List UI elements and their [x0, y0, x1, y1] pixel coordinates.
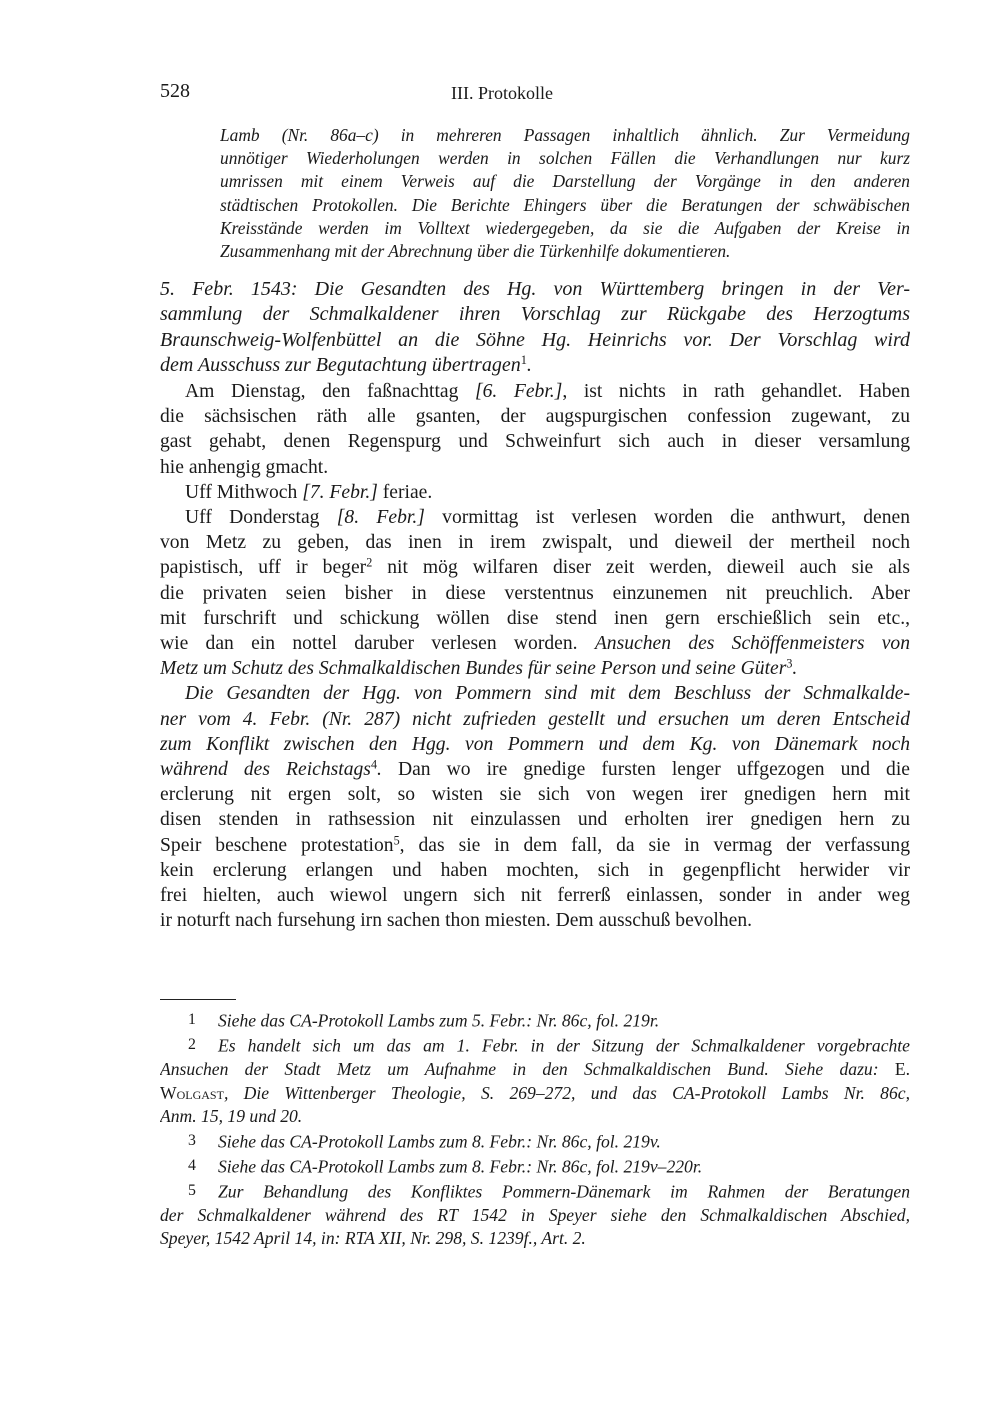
text-line	[220, 147, 910, 170]
text-run: während des Reichstags	[160, 759, 371, 781]
text-line	[220, 124, 910, 147]
text-line	[160, 681, 910, 706]
text-run: gast gehabt, denen Regenspurg und Schweinfurt sich auch in dieser versamlung	[160, 431, 910, 453]
text-run: erclerung nit ergen solt, so wisten sie sich von wegen irer gnedigen hern mit	[160, 784, 910, 806]
text-run: [7. Febr.]	[302, 481, 378, 503]
text-run: Metz um Schutz des Schmalkaldischen Bundes für seine Person und seine Güter	[160, 658, 787, 680]
text-run: unnötiger Wiederholungen werden in solchen Fällen die Verhandlungen nur kurz	[220, 148, 910, 169]
text-line	[160, 732, 910, 757]
text-line	[160, 606, 910, 631]
text-run: Siehe das CA-Protokoll Lambs zum 5. Febr.: Nr. 86c, fol. 219r.	[218, 1010, 660, 1031]
text-line	[160, 353, 910, 378]
text-run: [8. Febr.]	[336, 507, 425, 529]
text-run: umrissen mit einem Verweis auf die Darstellung der Vorgänge in den anderen	[220, 171, 910, 192]
text-line	[160, 833, 910, 858]
text-run: Zur Behandlung des Konfliktes Pommern-Dänemark im Rahmen der Beratungen	[218, 1181, 910, 1202]
text-line	[160, 555, 910, 580]
text-run: Siehe das CA-Protokoll Lambs zum 8. Febr.: Nr. 86c, fol. 219v–220r.	[218, 1156, 703, 1177]
text-run: sammlung der Schmalkaldener ihren Vorschlag zur Rückgabe des Herzogtums	[160, 303, 910, 326]
footnote-ref: 4	[370, 757, 378, 772]
footnote-line	[160, 1058, 910, 1082]
text-run: ir noturft nach fursehung irn sachen thon miesten. Dem ausschuß bevolhen.	[160, 910, 753, 932]
text-line	[160, 631, 910, 656]
text-run: von Metz zu geben, das inen in irem zwispalt, und dieweil der mertheil noch	[160, 532, 910, 554]
text-line	[160, 807, 910, 832]
text-line	[160, 379, 910, 404]
text-run: Wolgast	[160, 1082, 224, 1103]
text-run: nit mög wilfaren diser zeit werden, dieweil auch sie als	[372, 557, 910, 579]
text-run: [6. Febr.]	[474, 381, 563, 402]
text-line	[160, 707, 910, 732]
footnotes	[160, 1008, 910, 1251]
text-run: Es handelt sich um das am 1. Febr. in der Sitzung der Schmalkaldener vorgebrachte	[218, 1035, 910, 1056]
footnote-line	[160, 1204, 910, 1228]
text-run: Lamb (Nr. 86a–c) in mehreren Passagen inhaltlich ähnlich. Zur Vermeidung	[220, 125, 910, 145]
text-run: Siehe das CA-Protokoll Lambs zum 8. Febr.: Nr. 86c, fol. 219v.	[218, 1131, 661, 1152]
text-run: Speir beschene protestation	[160, 834, 394, 856]
text-run: Zusammenhang mit der Abrechnung über die Türkenhilfe dokumentieren.	[220, 241, 731, 262]
text-line	[160, 404, 910, 429]
text-line	[160, 757, 910, 782]
text-line	[220, 240, 910, 263]
footnote-ref: 1	[520, 353, 527, 368]
text-run: .	[377, 759, 382, 781]
text-line	[160, 480, 910, 505]
text-run: , Die Wittenberger Theologie, S. 269–272, und das CA-Protokoll Lambs Nr. 86c,	[223, 1082, 910, 1103]
text-line	[220, 194, 910, 217]
text-line	[160, 429, 910, 454]
text-line	[220, 217, 910, 240]
body-text	[160, 379, 910, 933]
text-run: papistisch, uff ir beger	[160, 557, 367, 579]
footnote-number: 4	[188, 1156, 196, 1174]
text-run: Am Dienstag, den faßnachttag	[185, 381, 475, 402]
text-run: vormittag ist verlesen worden die anthwurt, denen	[424, 507, 910, 529]
text-line	[160, 908, 910, 933]
running-title: III. Protokolle	[451, 83, 553, 103]
footnote-line	[160, 1008, 910, 1033]
footnote-rule	[160, 999, 236, 1000]
text-run: hie anhengig gmacht.	[160, 456, 329, 478]
text-run: .	[526, 353, 532, 376]
text-line	[160, 302, 910, 327]
footnote-line	[160, 1105, 910, 1129]
text-run: dem Ausschuss zur Begutachtung übertragen	[160, 353, 521, 376]
text-line	[160, 455, 910, 480]
text-run: Braunschweig-Wolfenbüttel an die Söhne Hg. Heinrichs vor. Der Vorschlag wird	[160, 328, 910, 351]
text-run: die privaten seien bisher in diese verstentnus einzunemen nit preuchlich. Aber	[160, 582, 910, 604]
footnote-number: 3	[188, 1131, 196, 1149]
footnote-line	[160, 1227, 910, 1251]
text-line	[160, 277, 910, 302]
text-line	[160, 328, 910, 353]
text-run: feriae.	[377, 481, 433, 503]
intro-note	[220, 124, 910, 263]
text-run: wie dan ein nottel daruber verlesen worden.	[160, 633, 595, 655]
text-line	[160, 505, 910, 530]
footnote-line	[160, 1154, 910, 1179]
footnote-line	[160, 1082, 910, 1106]
footnote-line	[160, 1129, 910, 1154]
footnote-number: 2	[188, 1035, 196, 1053]
text-run: , das sie in dem fall, da sie in vermag der verfassung	[399, 834, 910, 856]
text-run: Kreisstände werden im Volltext wiedergegeben, da sie die Aufgaben der Kreise in	[220, 217, 910, 238]
footnote-ref: 5	[393, 832, 400, 847]
text-run: E.	[878, 1058, 910, 1079]
text-run: Uff Mithwoch	[185, 481, 303, 503]
text-run: 5. Febr. 1543: Die Gesandten des Hg. von Württemberg bringen in der Ver-	[160, 278, 910, 300]
text-run: ner vom 4. Febr. (Nr. 287) nicht zufrieden gestellt und ersuchen um deren Entscheid	[160, 708, 910, 730]
text-run: frei hielten, auch wiewol ungern sich nit ferrerß einlassen, sonder in ander weg	[160, 885, 910, 907]
text-run: der Schmalkaldener während des RT 1542 in Speyer siehe den Schmalkaldischen Abschied,	[160, 1204, 910, 1225]
footnote-ref: 3	[786, 656, 793, 671]
text-run: Dan wo ire gnedige fursten lenger uffgezogen und die	[381, 759, 910, 781]
text-run: Die Gesandten der Hgg. von Pommern sind mit dem Beschluss der Schmalkalde-	[185, 683, 910, 705]
text-run: Ansuchen des Schöffenmeisters von	[594, 633, 910, 655]
text-run: .	[792, 658, 798, 680]
text-run: kein erclerung erlangen und haben mochten, sich in gegenpflicht herwider vir	[160, 859, 910, 881]
entry-heading	[160, 277, 910, 378]
text-line	[160, 782, 910, 807]
text-run: die sächsischen räth alle gsanten, der augspurgischen confession zugewant, zu	[160, 406, 910, 428]
text-run: Anm. 15, 19 und 20.	[160, 1106, 303, 1127]
text-run: Speyer, 1542 April 14, in: RTA XII, Nr. 298, S. 1239f., Art. 2.	[160, 1228, 586, 1249]
text-line	[160, 581, 910, 606]
footnote-number: 1	[188, 1011, 196, 1028]
text-run: Uff Donderstag	[185, 507, 337, 529]
text-line	[160, 530, 910, 555]
footnote-ref: 2	[366, 555, 373, 570]
text-line	[160, 883, 910, 908]
text-line	[220, 170, 910, 193]
text-run: Ansuchen der Stadt Metz um Aufnahme in den Schmalkaldischen Bund. Siehe dazu:	[160, 1058, 879, 1079]
text-run: städtischen Protokollen. Die Berichte Ehingers über die Beratungen der schwäbischen	[220, 194, 910, 215]
text-line	[160, 858, 910, 883]
page-number: 528	[160, 80, 190, 102]
text-run: mit furschrift und schickung wöllen dise stend inen gern erschießlich sein etc.,	[160, 607, 910, 629]
footnote-line	[160, 1179, 910, 1204]
footnote-line	[160, 1033, 910, 1058]
footnote-number: 5	[188, 1181, 196, 1199]
text-run: disen stenden in rathsession nit einzulassen und erholten irer gnedigen hern zu	[160, 809, 910, 831]
text-run: zum Konflikt zwischen den Hgg. von Pommern und dem Kg. von Dänemark noch	[160, 733, 910, 755]
text-run: , ist nichts in rath gehandlet. Haben	[562, 381, 910, 402]
text-line	[160, 656, 910, 681]
